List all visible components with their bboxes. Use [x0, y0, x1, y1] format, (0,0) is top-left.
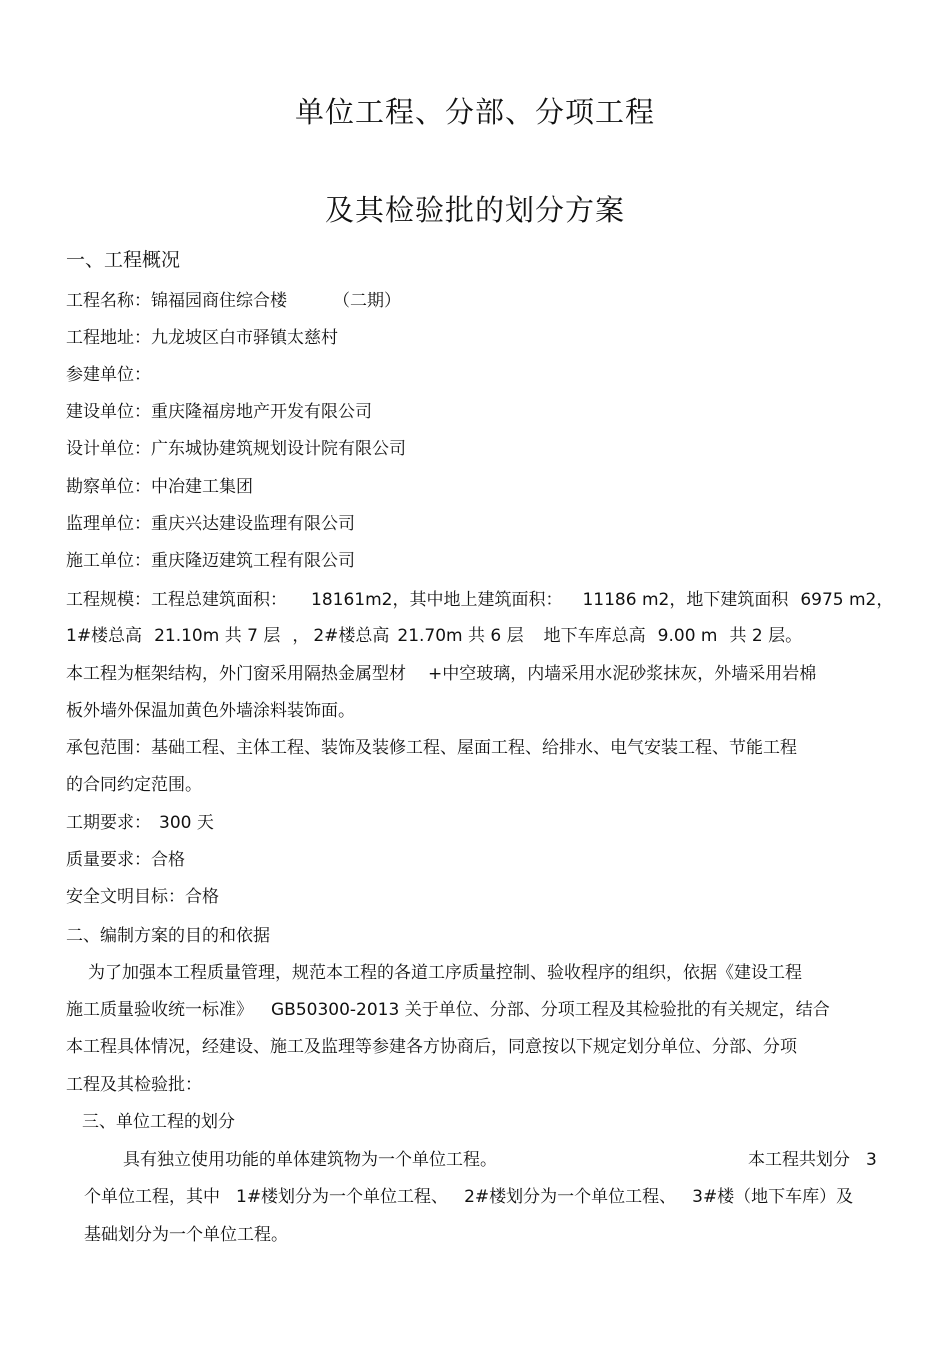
structure-line-1 — [66, 663, 816, 685]
standard-code-text: GB50300-2013 关于单位、分部、分项工程及其检验批的有关规定，结合 — [271, 1000, 830, 1020]
duration-row — [66, 812, 214, 834]
scale-label: 工程规模： — [66, 590, 151, 610]
section-1-heading: 一、工程概况 — [66, 249, 181, 271]
building-2-height: 21.70m 共 6 层 — [397, 626, 524, 646]
project-address-label: 工程地址： — [66, 328, 151, 348]
contractor-label: 施工单位： — [66, 551, 151, 571]
section-2-para-line-4: 工程及其检验批： — [66, 1075, 202, 1095]
safety-value: 合格 — [185, 887, 219, 907]
project-name-row — [66, 290, 401, 312]
supervisor-value: 重庆兴达建设监理有限公司 — [151, 514, 355, 534]
designer-label: 设计单位： — [66, 439, 151, 459]
quality-row — [66, 849, 185, 871]
building-1-height: 21.10m 共 7 层 — [154, 626, 281, 646]
section-2-para-line-1: 为了加强本工程质量管理，规范本工程的各道工序质量控制、验收程序的组织，依据《建设工程 — [88, 963, 802, 983]
safety-row — [66, 886, 219, 908]
unit-building-3: 3#楼（地下车库）及 — [692, 1187, 854, 1207]
standard-title: 施工质量验收统一标准》 — [66, 1000, 253, 1020]
section-3-heading: 三、单位工程的划分 — [82, 1112, 235, 1132]
scale-row-2 — [66, 625, 802, 647]
project-name-value: 锦福园商住综合楼 — [151, 291, 287, 311]
safety-label: 安全文明目标： — [66, 887, 185, 907]
garage-height: 9.00 m — [657, 626, 718, 646]
quality-value: 合格 — [151, 850, 185, 870]
section-2-para-line-2 — [66, 999, 830, 1021]
structure-text-b: +中空玻璃，内墙采用水泥砂浆抹灰，外墙采用岩棉 — [428, 664, 817, 684]
builder-label: 建设单位： — [66, 402, 151, 422]
participants-label: 参建单位： — [66, 365, 151, 385]
scale-total-value: 18161m2，其中地上建筑面积： — [311, 590, 563, 610]
scale-separator: ， — [292, 626, 310, 646]
scale-above-ground: 11186 m2，地下建筑面积 — [582, 590, 789, 610]
garage-floors: 共 2 层。 — [729, 626, 803, 646]
builder-row — [66, 401, 372, 423]
supervisor-label: 监理单位： — [66, 514, 151, 534]
project-phase: （二期） — [333, 291, 401, 311]
section-3-para-line-1-a: 具有独立使用功能的单体建筑物为一个单位工程。 — [123, 1150, 497, 1170]
garage-height-label: 地下车库总高 — [543, 626, 646, 646]
section-3-para-line-2 — [84, 1186, 853, 1208]
section-2-para-line-3: 本工程具体情况，经建设、施工及监理等参建各方协商后，同意按以下规定划分单位、分部、分项 — [66, 1037, 797, 1057]
supervisor-row — [66, 513, 355, 535]
scale-underground: 6975 m2， — [800, 590, 894, 610]
section-3-para-line-1-b — [748, 1149, 877, 1171]
contractor-value: 重庆隆迈建筑工程有限公司 — [151, 551, 355, 571]
unit-count-value: 3 — [866, 1150, 877, 1170]
structure-line-2: 板外墙外保温加黄色外墙涂料装饰面。 — [66, 701, 355, 721]
scope-line-2: 的合同约定范围。 — [66, 775, 202, 795]
structure-text-a: 本工程为框架结构，外门窗采用隔热金属型材 — [66, 664, 406, 684]
scale-total-label: 工程总建筑面积： — [151, 590, 287, 610]
project-name-label: 工程名称： — [66, 291, 151, 311]
unit-text-a: 个单位工程，其中 — [84, 1187, 220, 1207]
surveyor-label: 勘察单位： — [66, 477, 151, 497]
section-2-heading: 二、编制方案的目的和依据 — [66, 926, 270, 946]
unit-building-2: 2#楼划分为一个单位工程、 — [464, 1187, 677, 1207]
duration-value: 300 天 — [159, 813, 214, 833]
builder-value: 重庆隆福房地产开发有限公司 — [151, 402, 372, 422]
unit-building-1: 1#楼划分为一个单位工程、 — [236, 1187, 449, 1207]
project-address-value: 九龙坡区白市驿镇太慈村 — [151, 328, 338, 348]
unit-count-label: 本工程共划分 — [748, 1150, 850, 1170]
building-2-height-label: 2#楼总高 — [313, 626, 390, 646]
surveyor-value: 中冶建工集团 — [151, 477, 253, 497]
surveyor-row — [66, 476, 253, 498]
designer-row — [66, 438, 406, 460]
scale-row-1 — [66, 589, 893, 611]
section-3-para-line-3: 基础划分为一个单位工程。 — [84, 1225, 288, 1245]
scope-line-1: 承包范围：基础工程、主体工程、装饰及装修工程、屋面工程、给排水、电气安装工程、节能工程 — [66, 738, 797, 758]
designer-value: 广东城协建筑规划设计院有限公司 — [151, 439, 406, 459]
duration-label: 工期要求： — [66, 813, 151, 833]
project-address-row — [66, 327, 338, 349]
contractor-row — [66, 550, 355, 572]
building-1-height-label: 1#楼总高 — [66, 626, 143, 646]
page-title-line-2: 及其检验批的划分方案 — [324, 193, 625, 227]
quality-label: 质量要求： — [66, 850, 151, 870]
page-title-line-1: 单位工程、分部、分项工程 — [294, 95, 655, 129]
